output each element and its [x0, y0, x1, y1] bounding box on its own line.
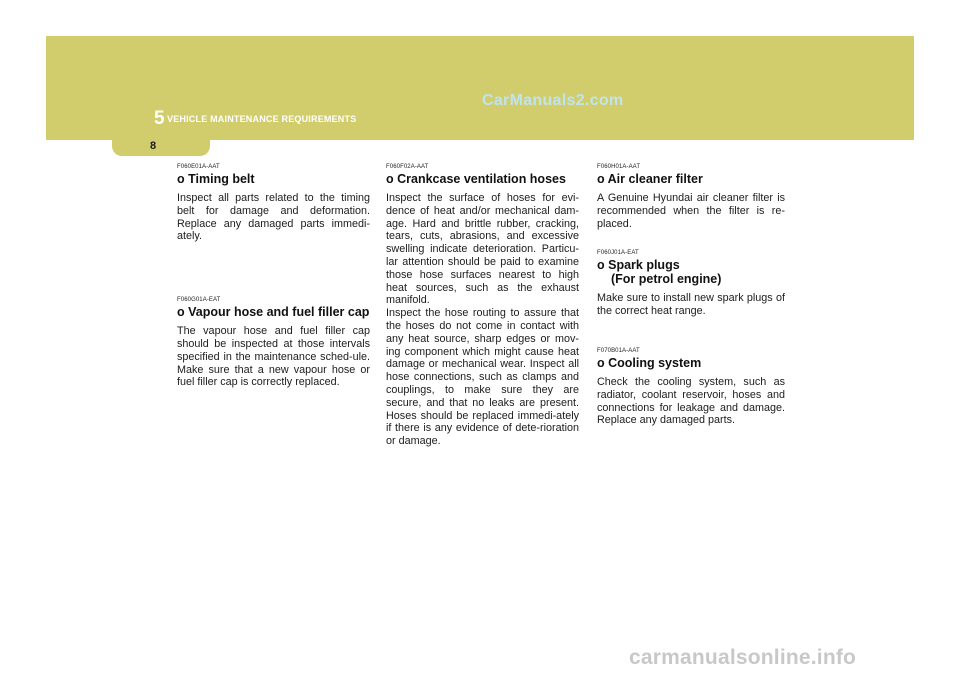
section-heading: o Air cleaner filter: [597, 172, 703, 186]
section-body: Inspect the surface of hoses for evi-dence of heat and/or mechanical dam-age. Hard and brittle rubber, cracking, tears, cuts, abrasions, and excessive swelling indicate deterioration. Particu-lar attention should be paid to examine those hose surfaces nearest to high heat sources, such as the exhaust manifold.: [386, 192, 579, 307]
header-band: [46, 36, 914, 140]
page-number: 8: [150, 140, 157, 152]
section-air-cleaner: [597, 164, 785, 230]
section-heading: o Timing belt: [177, 172, 255, 186]
chapter-title: VEHICLE MAINTENANCE REQUIREMENTS: [167, 114, 357, 124]
section-code: F060E01A-AAT: [177, 164, 220, 170]
page-tab: [112, 136, 210, 156]
section-heading: o Vapour hose and fuel filler cap: [177, 305, 370, 320]
section-body: The vapour hose and fuel filler cap should be inspected at those intervals specified in the maintenance sched-ule. Make sure that a new vapour hose or fuel filler cap is correctly replaced.: [177, 325, 370, 389]
section-code: F060F02A-AAT: [386, 164, 429, 170]
column-left: [177, 164, 370, 389]
column-right: [597, 164, 785, 427]
section-timing-belt: [177, 164, 370, 243]
section-body-continued: Inspect the hose routing to assure that the hoses do not come in contact with any heat source, sharp edges or mov-ing component which might cause heat damage or mechanical wear. Inspect all hose connections, such as clamps and couplings, to make sure they are secure, and that no leaks are present. Hoses should be replaced immedi-ately if there is any evidence of dete-rioration or damage.: [386, 307, 579, 448]
section-heading: [597, 258, 785, 286]
section-body: Make sure to install new spark plugs of the correct heat range.: [597, 292, 785, 318]
watermark-top[interactable]: CarManuals2.com: [482, 92, 624, 109]
section-crankcase-hoses: [386, 164, 579, 448]
heading-line-2: (For petrol engine): [611, 272, 722, 287]
chapter-number: 5: [154, 108, 165, 129]
section-body: A Genuine Hyundai air cleaner filter is recommended when the filter is re-placed.: [597, 192, 785, 230]
section-code: F060J01A-EAT: [597, 250, 639, 257]
section-body: Inspect all parts related to the timing belt for damage and deformation. Replace any damaged parts immedi-ately.: [177, 192, 370, 243]
section-code: F060G01A-EAT: [177, 297, 221, 304]
section-heading: o Cooling system: [597, 355, 702, 370]
heading-line-1: o Spark plugs: [597, 258, 680, 273]
section-code: F060H01A-AAT: [597, 164, 641, 170]
section-body: Check the cooling system, such as radiator, coolant reservoir, hoses and connections for leakage and damage. Replace any damaged parts.: [597, 375, 785, 427]
section-spark-plugs: [597, 250, 785, 318]
watermark-bottom[interactable]: carmanualsonline.info: [629, 646, 857, 669]
section-cooling-system: [597, 348, 785, 427]
section-code: F070B01A-AAT: [597, 347, 640, 354]
column-middle: [386, 164, 579, 448]
section-vapour-hose: [177, 297, 370, 389]
section-heading: o Crankcase ventilation hoses: [386, 172, 566, 186]
